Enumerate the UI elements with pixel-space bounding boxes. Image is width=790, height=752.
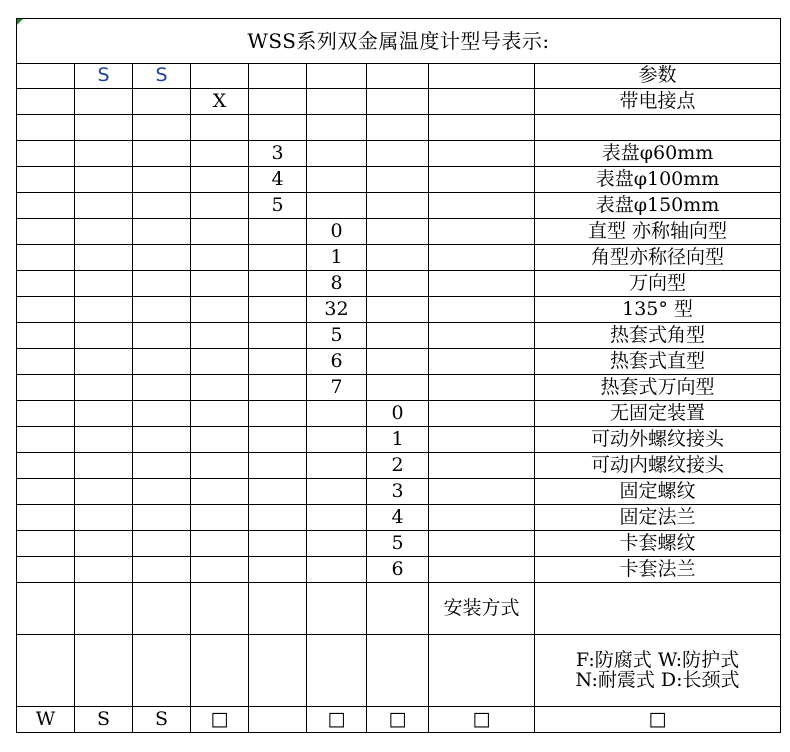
table-row	[17, 453, 781, 479]
table-row	[17, 557, 781, 583]
param-cell: 135° 型	[535, 297, 781, 323]
table-row	[17, 479, 781, 505]
table-row	[17, 141, 781, 167]
code-cell: 0	[367, 401, 429, 427]
table-row	[17, 323, 781, 349]
options-note	[535, 635, 781, 707]
code-cell: 5	[249, 193, 307, 219]
code-cell: 5	[307, 323, 367, 349]
param-cell: 热套式角型	[535, 323, 781, 349]
code-cell: 4	[367, 505, 429, 531]
param-cell: 热套式直型	[535, 349, 781, 375]
options-note-line: F:防腐式 W:防护式	[575, 648, 740, 671]
code-cell: 3	[367, 479, 429, 505]
code-cell: 5	[367, 531, 429, 557]
code-cell: 7	[307, 375, 367, 401]
param-cell: 固定法兰	[535, 505, 781, 531]
code-cell: X	[191, 89, 249, 115]
table-row	[17, 583, 781, 635]
code-slot: W	[17, 707, 75, 733]
model-spec-sheet	[16, 18, 780, 733]
code-s-1: S	[75, 64, 133, 89]
table-row	[17, 297, 781, 323]
code-slot: □	[535, 707, 781, 733]
param-cell: 无固定装置	[535, 401, 781, 427]
table-row	[17, 427, 781, 453]
param-cell: 表盘φ100mm	[535, 167, 781, 193]
code-cell: 6	[307, 349, 367, 375]
code-slot: □	[367, 707, 429, 733]
cell-marker-icon	[17, 19, 23, 25]
param-cell	[535, 115, 781, 141]
param-cell: 可动内螺纹接头	[535, 453, 781, 479]
table-row	[17, 245, 781, 271]
param-cell: 卡套螺纹	[535, 531, 781, 557]
code-s-2: S	[133, 64, 191, 89]
table-row	[17, 531, 781, 557]
param-cell: 角型亦称径向型	[535, 245, 781, 271]
param-cell: 表盘φ150mm	[535, 193, 781, 219]
model-code-row	[17, 707, 781, 733]
code-slot: S	[133, 707, 191, 733]
code-cell: 2	[367, 453, 429, 479]
param-cell: 直型 亦称轴向型	[535, 219, 781, 245]
code-cell: 0	[307, 219, 367, 245]
param-cell: 可动外螺纹接头	[535, 427, 781, 453]
model-spec-table	[16, 18, 781, 733]
code-slot	[249, 707, 307, 733]
install-method-label: 安装方式	[429, 583, 535, 635]
code-cell: 8	[307, 271, 367, 297]
param-cell: 万向型	[535, 271, 781, 297]
table-row	[17, 64, 781, 89]
code-slot: □	[307, 707, 367, 733]
code-cell: 6	[367, 557, 429, 583]
table-row	[17, 271, 781, 297]
table-row	[17, 89, 781, 115]
param-cell: 固定螺纹	[535, 479, 781, 505]
table-row	[17, 349, 781, 375]
param-cell: 热套式万向型	[535, 375, 781, 401]
code-slot: S	[75, 707, 133, 733]
table-row	[17, 401, 781, 427]
table-row	[17, 219, 781, 245]
param-cell: 带电接点	[535, 89, 781, 115]
param-header: 参数	[535, 64, 781, 89]
param-cell: 卡套法兰	[535, 557, 781, 583]
table-title-cell	[17, 19, 781, 64]
code-slot: □	[191, 707, 249, 733]
code-slot: □	[429, 707, 535, 733]
code-cell: 32	[307, 297, 367, 323]
code-cell: 1	[307, 245, 367, 271]
table-row	[17, 375, 781, 401]
options-note-line: N:耐震式 D:长颈式	[575, 668, 740, 691]
code-cell: 4	[249, 167, 307, 193]
table-row	[17, 115, 781, 141]
table-title: WSS系列双金属温度计型号表示:	[247, 28, 550, 53]
table-row	[17, 505, 781, 531]
table-row	[17, 635, 781, 707]
table-row	[17, 193, 781, 219]
param-cell: 表盘φ60mm	[535, 141, 781, 167]
table-row	[17, 167, 781, 193]
code-cell: 3	[249, 141, 307, 167]
code-cell: 1	[367, 427, 429, 453]
